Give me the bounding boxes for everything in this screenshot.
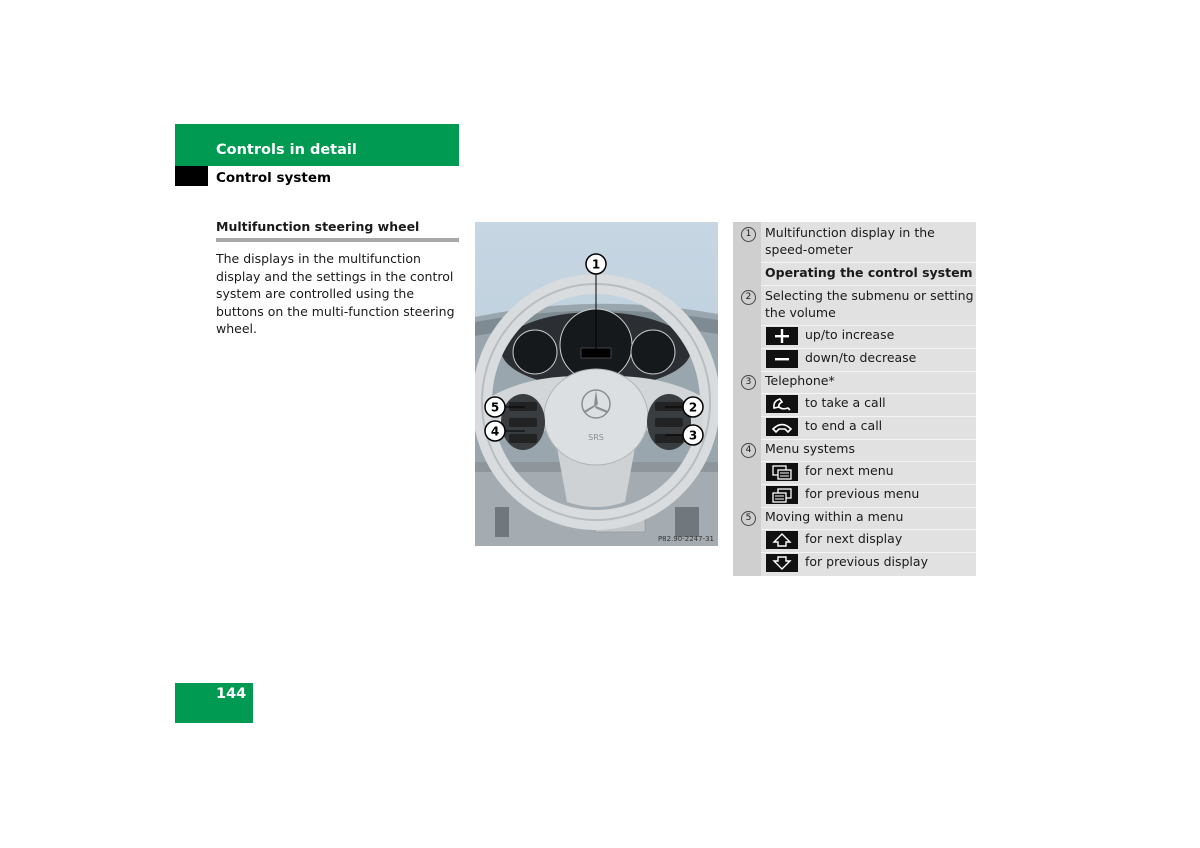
arrow-up-icon: [766, 531, 798, 549]
svg-text:2: 2: [688, 400, 698, 415]
previous-menu-icon: [766, 486, 798, 504]
callout-1: [586, 254, 606, 274]
svg-text:1: 1: [591, 257, 601, 272]
minus-icon: [766, 350, 798, 368]
page-number-tab: [175, 683, 253, 723]
page-number: 144: [216, 686, 247, 702]
next-menu-icon: [766, 463, 798, 481]
svg-text:5: 5: [490, 400, 500, 415]
chapter-title: Controls in detail: [216, 142, 357, 158]
svg-text:SRS: SRS: [588, 433, 604, 442]
intro-paragraph: The displays in the multifunction display and the settings in the control system are controlled using the buttons on the multi-function steering wheel.: [216, 251, 455, 336]
svg-text:3: 3: [688, 428, 698, 443]
callout-3: [683, 425, 703, 445]
callout-5: [485, 397, 505, 417]
steering-wheel-figure: [475, 222, 718, 546]
arrow-down-icon: [766, 554, 798, 572]
legend-table: 1 Multifunction display in the speed-ometer Operating the control system 2 Selecting the submenu or setting the volume up/to increase down/to decrease 3 Telephone* to take a call to end a call 4 Menu systems for next menu for previous menu 5 Moving within a menu for next display for previous display: [733, 222, 976, 576]
chapter-header: [175, 124, 459, 166]
svg-text:4: 4: [490, 424, 500, 439]
section-heading: Multifunction steering wheel: [216, 219, 459, 242]
callout-4: [485, 421, 505, 441]
phone-end-call-icon: [766, 418, 798, 436]
figure-code: P82.90-2247-31: [657, 535, 714, 543]
plus-icon: [766, 327, 798, 345]
section-title: Control system: [216, 170, 332, 186]
section-tab-marker: [175, 166, 208, 186]
phone-take-call-icon: [766, 395, 798, 413]
callout-2: [683, 397, 703, 417]
